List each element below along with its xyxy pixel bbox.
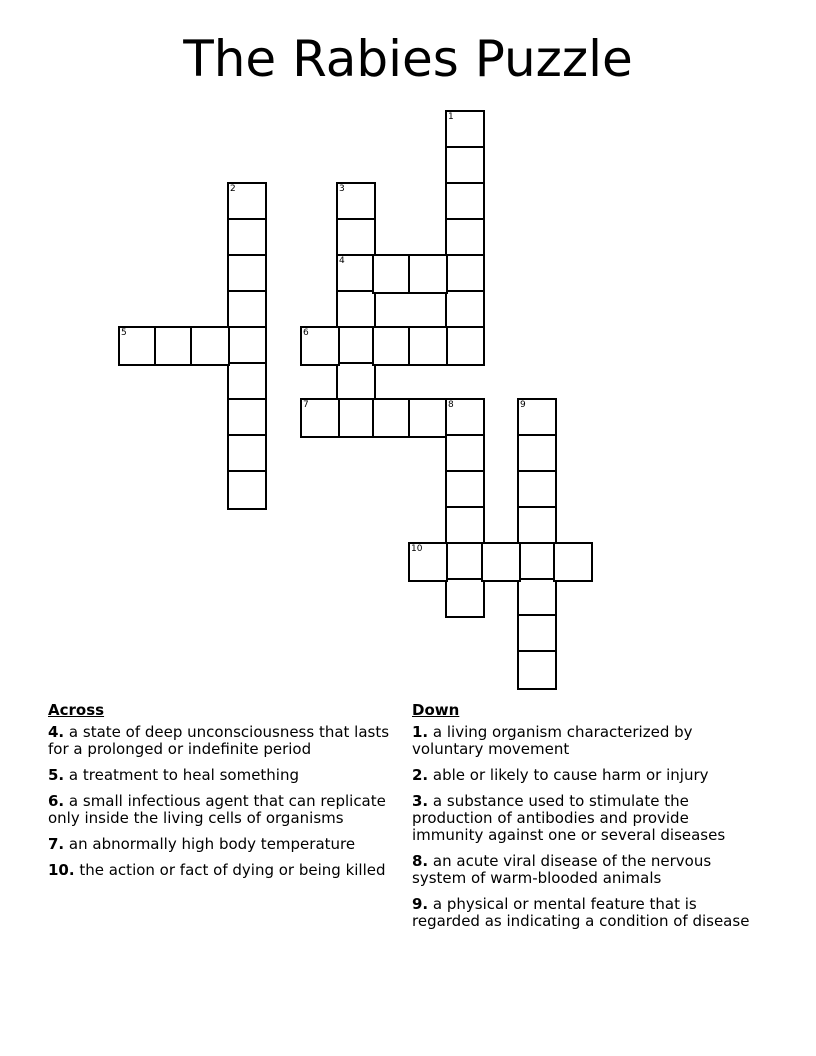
grid-cell[interactable] (517, 650, 557, 690)
grid-cell[interactable] (517, 470, 557, 510)
across-heading: Across (48, 701, 105, 719)
clue-text: the action or fact of dying or being killed (79, 861, 386, 879)
down-clue (412, 793, 757, 844)
grid-cell[interactable] (336, 182, 376, 222)
grid-cell[interactable] (227, 254, 267, 294)
grid-cell[interactable] (300, 398, 340, 438)
grid-cell[interactable] (336, 290, 376, 330)
clue-number: 2. (412, 766, 429, 784)
grid-cell[interactable] (372, 398, 412, 438)
down-clue (412, 853, 757, 887)
grid-cell[interactable] (336, 398, 376, 438)
clue-number: 7. (48, 835, 65, 853)
grid-cell[interactable] (445, 434, 485, 474)
grid-cell[interactable] (227, 290, 267, 330)
cell-number: 7 (303, 400, 309, 410)
grid-cell[interactable] (227, 470, 267, 510)
grid-cell[interactable] (445, 326, 485, 366)
clue-text: a state of deep unconsciousness that lasts for a prolonged or indefinite period (48, 723, 390, 758)
grid-cell[interactable] (300, 326, 340, 366)
down-heading: Down (412, 701, 460, 719)
grid-cell[interactable] (408, 254, 448, 294)
clue-text: an acute viral disease of the nervous system of warm-blooded animals (412, 852, 712, 887)
cell-number: 5 (121, 328, 127, 338)
down-clue (412, 724, 757, 758)
across-clues (48, 702, 393, 888)
cell-number: 4 (339, 256, 345, 266)
grid-cell[interactable] (445, 578, 485, 618)
clue-number: 9. (412, 895, 429, 913)
grid-cell[interactable] (154, 326, 194, 366)
grid-cell[interactable] (336, 218, 376, 258)
grid-cell[interactable] (517, 614, 557, 654)
down-clue (412, 767, 757, 784)
clue-number: 4. (48, 723, 65, 741)
clue-number: 3. (412, 792, 429, 810)
cell-number: 10 (411, 544, 423, 554)
grid-cell[interactable] (227, 434, 267, 474)
grid-cell[interactable] (481, 542, 521, 582)
clue-number: 8. (412, 852, 429, 870)
grid-cell[interactable] (445, 146, 485, 186)
cell-number: 9 (520, 400, 526, 410)
grid-cell[interactable] (517, 434, 557, 474)
cell-number: 2 (230, 184, 236, 194)
grid-cell[interactable] (553, 542, 593, 582)
grid-cell[interactable] (445, 398, 485, 438)
grid-cell[interactable] (445, 470, 485, 510)
grid-cell[interactable] (336, 254, 376, 294)
clue-text: a substance used to stimulate the production of antibodies and provide immunity against one or several diseases (412, 792, 726, 844)
grid-cell[interactable] (336, 326, 376, 366)
grid-cell[interactable] (517, 578, 557, 618)
across-clue (48, 724, 393, 758)
grid-cell[interactable] (517, 506, 557, 546)
grid-cell[interactable] (445, 506, 485, 546)
across-clue (48, 793, 393, 827)
grid-cell[interactable] (445, 254, 485, 294)
grid-cell[interactable] (517, 398, 557, 438)
grid-cell[interactable] (372, 254, 412, 294)
grid-cell[interactable] (445, 218, 485, 258)
grid-cell[interactable] (408, 398, 448, 438)
grid-cell[interactable] (408, 542, 448, 582)
clue-number: 6. (48, 792, 65, 810)
clue-text: a physical or mental feature that is regarded as indicating a condition of disease (412, 895, 750, 930)
grid-cell[interactable] (408, 326, 448, 366)
grid-cell[interactable] (445, 542, 485, 582)
clue-text: an abnormally high body temperature (68, 835, 356, 853)
grid-cell[interactable] (227, 398, 267, 438)
clue-text: a living organism characterized by voluntary movement (412, 723, 693, 758)
grid-cell[interactable] (336, 362, 376, 402)
grid-cell[interactable] (190, 326, 230, 366)
clue-text: able or likely to cause harm or injury (432, 766, 709, 784)
across-clue (48, 862, 393, 879)
clue-text: a small infectious agent that can replicate only inside the living cells of organisms (48, 792, 386, 827)
grid-cell[interactable] (227, 362, 267, 402)
grid-cell[interactable] (118, 326, 158, 366)
cell-number: 8 (448, 400, 454, 410)
clue-number: 5. (48, 766, 65, 784)
cell-number: 1 (448, 112, 454, 122)
grid-cell[interactable] (372, 326, 412, 366)
cell-number: 3 (339, 184, 345, 194)
page-title: The Rabies Puzzle (183, 30, 633, 88)
grid-cell[interactable] (445, 110, 485, 150)
grid-cell[interactable] (227, 218, 267, 258)
across-clue (48, 836, 393, 853)
clue-number: 10. (48, 861, 75, 879)
grid-cell[interactable] (445, 182, 485, 222)
down-clue (412, 896, 757, 930)
clue-text: a treatment to heal something (68, 766, 300, 784)
grid-cell[interactable] (445, 290, 485, 330)
grid-cell[interactable] (227, 182, 267, 222)
clue-number: 1. (412, 723, 429, 741)
grid-cell[interactable] (227, 326, 267, 366)
grid-cell[interactable] (517, 542, 557, 582)
across-clue (48, 767, 393, 784)
down-clues (412, 702, 757, 939)
cell-number: 6 (303, 328, 309, 338)
